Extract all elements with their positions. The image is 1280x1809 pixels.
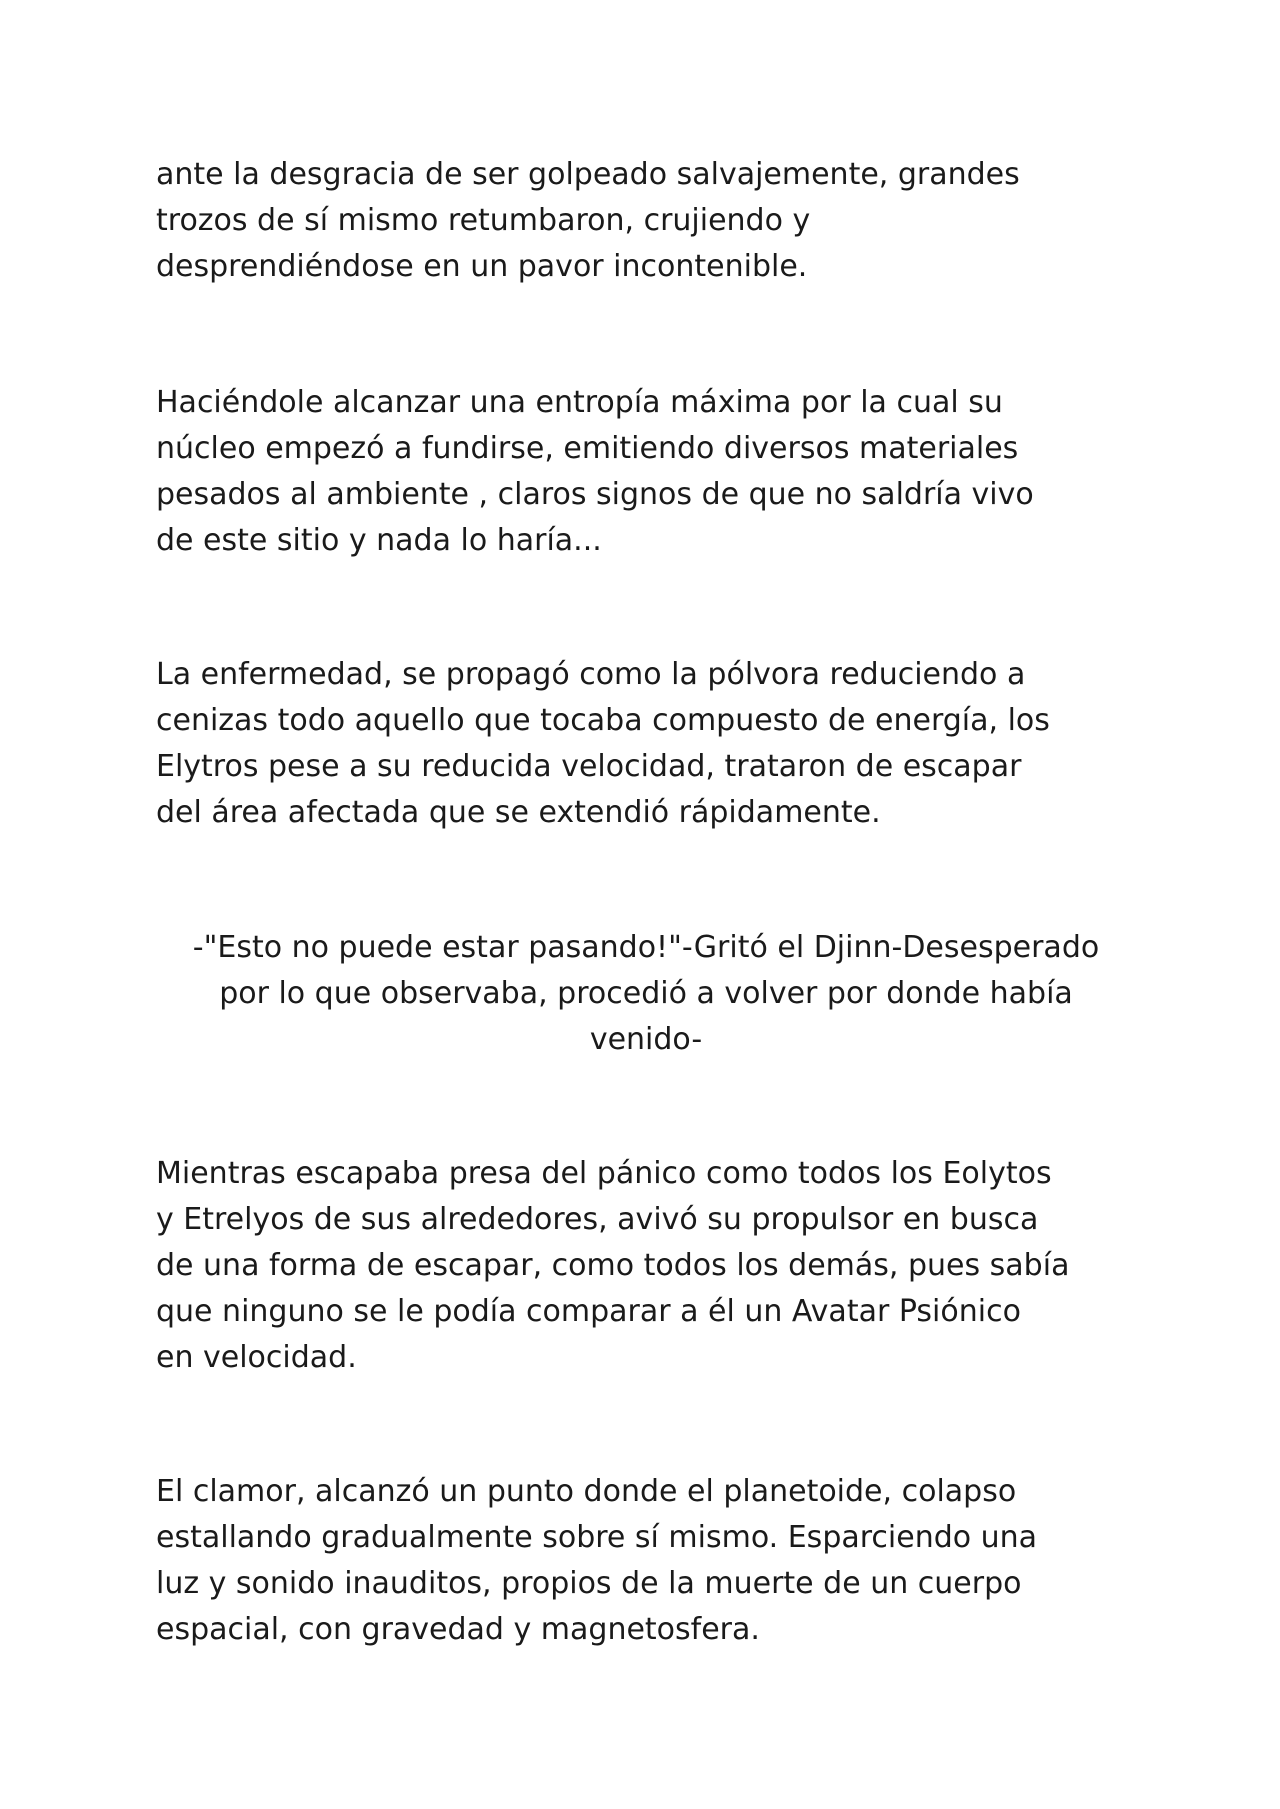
paragraph-6: El clamor, alcanzó un punto donde el planetoide, colapso estallando gradualmente sobre sí mismo. Esparciendo una luz y sonido inauditos, propios de la muerte de un cuerpo espacial, con gravedad y magnetosfera. — [156, 1474, 1038, 1647]
paragraph-2: Haciéndole alcanzar una entropía máxima por la cual su núcleo empezó a fundirse, emitiendo diversos materiales pesados al ambiente , claros signos de que no saldría vivo de este sitio y nada lo haría... — [156, 385, 1034, 558]
paragraph-3: La enfermedad, se propagó como la pólvora reduciendo a cenizas todo aquello que tocaba compuesto de energía, los Elytros pese a su reducida velocidad, trataron de escapar del área afectada que se extendió rápidamente. — [156, 657, 1050, 830]
paragraph-1: ante la desgracia de ser golpeado salvajemente, grandes trozos de sí mismo retumbaron, crujiendo y desprendiéndose en un pavor incontenible. — [156, 157, 1020, 284]
dialogue-paragraph: -"Esto no puede estar pasando!"-Gritó el Djinn-Desesperado por lo que observaba, procedió a volver por donde había venido- — [192, 930, 1100, 1057]
paragraph-5: Mientras escapaba presa del pánico como todos los Eolytos y Etrelyos de sus alrededores, avivó su propulsor en busca de una forma de escapar, como todos los demás, pues sabía que ninguno se le podía comparar a él un Avatar Psiónico en velocidad. — [156, 1156, 1070, 1375]
